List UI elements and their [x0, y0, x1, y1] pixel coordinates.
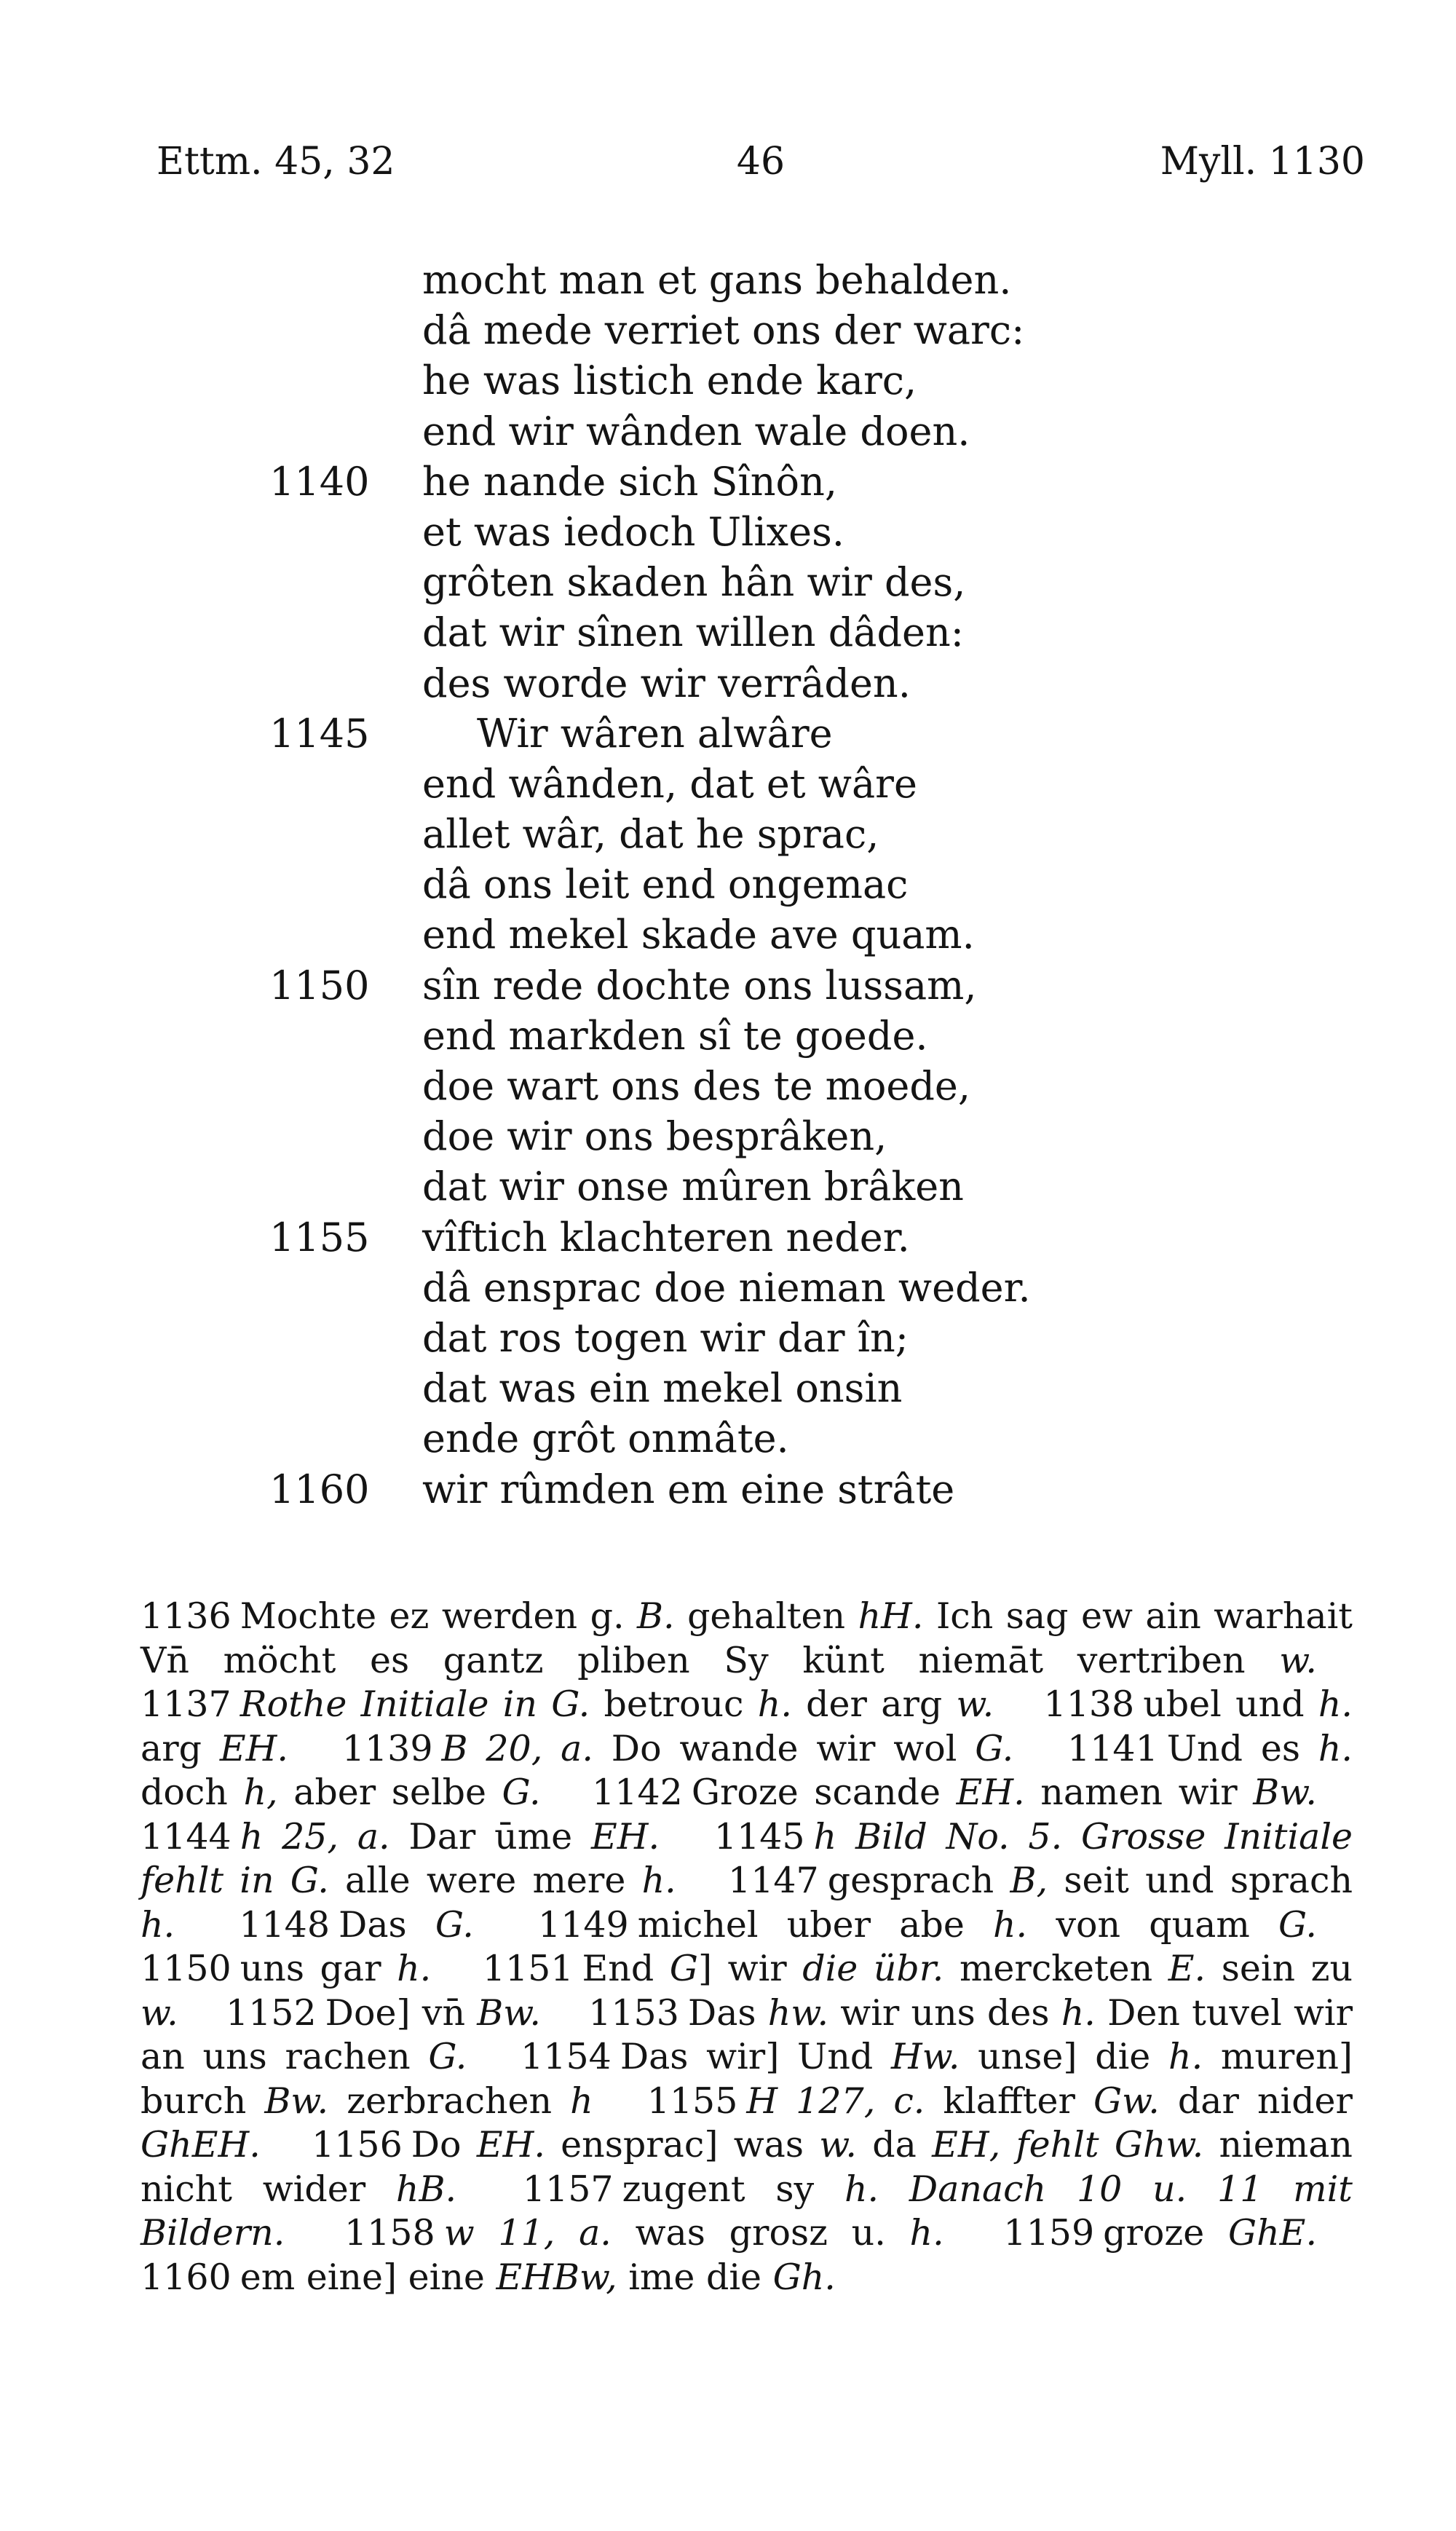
verse-line-number: 1150	[269, 962, 370, 1008]
note-text: ime die	[617, 2256, 773, 2298]
note-line-ref: 1149	[538, 1903, 629, 1946]
verse-line-text: et was iedoch Ulixes.	[422, 508, 844, 555]
note-text: em eine] eine	[240, 2256, 496, 2298]
verse-line-text: end wir wânden wale doen.	[422, 408, 970, 454]
verse-line-text: doe wir ons besprâken,	[422, 1113, 887, 1160]
note-siglum: H 127, c.	[746, 2080, 925, 2122]
note-siglum: h.	[993, 1903, 1028, 1946]
note-text: uns gar	[240, 1948, 397, 1989]
note-siglum: h.	[141, 1903, 175, 1946]
verse-line	[0, 557, 1456, 607]
note-siglum: h.	[1318, 1727, 1353, 1769]
note-siglum: h.	[1318, 1683, 1353, 1725]
note-siglum: h Bild No. 5. Grosse Initiale fehlt in G.	[141, 1815, 1353, 1901]
note-line-ref: 1138	[1043, 1683, 1135, 1725]
verse-line	[0, 809, 1456, 859]
verse-line	[0, 708, 1456, 759]
note-siglum: Hw.	[891, 2036, 960, 2077]
note-siglum: EH.	[591, 1815, 660, 1857]
verse-line-text: end mekel skade ave quam.	[422, 912, 975, 958]
note-text: michel uber abe	[637, 1903, 993, 1946]
note-siglum: w 11, a.	[443, 2212, 612, 2254]
verse-line-text: dat was ein mekel onsin	[422, 1365, 903, 1412]
note-text: alle were mere	[328, 1860, 642, 1901]
note-text: namen wir	[1024, 1772, 1254, 1813]
note-text: zugent sy	[622, 2168, 844, 2210]
note-text: ] wir	[697, 1948, 803, 1989]
note-text: Doe] vn̄	[325, 1991, 478, 2034]
note-text: unse] die	[960, 2036, 1169, 2077]
note-text	[1000, 2124, 1016, 2165]
note-text	[879, 2168, 909, 2210]
note-text: ensprac] was	[545, 2124, 820, 2165]
verse-line	[0, 507, 1456, 557]
note-line-ref: 1137	[141, 1683, 232, 1725]
note-text: arg	[141, 1727, 220, 1769]
note-siglum: Gh.	[772, 2256, 836, 2298]
note-siglum: die übr.	[802, 1948, 944, 1989]
note-line-ref: 1155	[646, 2080, 738, 2122]
note-text: groze	[1103, 2212, 1228, 2254]
verse-line-text: dâ mede verriet ons der warc:	[422, 307, 1025, 354]
note-siglum: w.	[141, 1991, 178, 2034]
note-text: gesprach	[827, 1860, 1010, 1901]
note-siglum: G.	[428, 2036, 467, 2077]
verse-line-text: end markden sî te goede.	[422, 1012, 928, 1059]
note-text: dar nider	[1159, 2080, 1353, 2122]
verse-line-text: wir rûmden em eine strâte	[422, 1466, 955, 1512]
note-text: Das	[687, 1991, 768, 2034]
note-siglum: EH.	[219, 1727, 288, 1769]
verse-line	[0, 1413, 1456, 1464]
verse-line-text: end wânden, dat et wâre	[422, 760, 917, 807]
note-siglum: Bw.	[1253, 1772, 1317, 1813]
note-text: zerbrachen	[328, 2080, 571, 2122]
verse-line-text: ende grôt onmâte.	[422, 1415, 789, 1462]
verse-line	[0, 1313, 1456, 1363]
verse-line-text: dâ ensprac doe nieman weder.	[422, 1264, 1031, 1311]
note-line-ref: 1159	[1003, 2212, 1095, 2254]
note-text: Ich sag ew ain warhait Vn̄ möcht es gantz pliben Sy künt niemāt vertriben	[141, 1595, 1353, 1681]
note-text: da	[857, 2124, 933, 2165]
verse-line-text: mocht man et gans behalden.	[422, 257, 1012, 303]
note-text: von quam	[1027, 1903, 1279, 1946]
verse-line-number: 1160	[269, 1466, 370, 1512]
note-text: Mochte ez werden g.	[240, 1595, 637, 1637]
verse-line-text: sîn rede dochte ons lussam,	[422, 962, 977, 1008]
verse-line	[0, 909, 1456, 960]
verse-line-number: 1145	[269, 710, 370, 757]
note-line-ref: 1147	[728, 1860, 819, 1901]
note-line-ref: 1154	[521, 2036, 612, 2077]
note-line-ref: 1136	[141, 1595, 232, 1637]
note-text: seit und sprach	[1048, 1860, 1353, 1901]
note-line-ref: 1152	[225, 1991, 317, 2034]
verse-line	[0, 255, 1456, 305]
critical-apparatus	[141, 1595, 1353, 2299]
note-text: End	[582, 1948, 670, 1989]
note-siglum: EH.	[476, 2124, 545, 2165]
note-siglum: w.	[819, 2124, 858, 2165]
header-right-reference: Myll. 1130	[1160, 140, 1365, 183]
verse-line-text: des worde wir verrâden.	[422, 660, 911, 706]
note-siglum: h.	[1168, 2036, 1203, 2077]
verse-line	[0, 406, 1456, 457]
note-text: Groze scande	[691, 1772, 957, 1813]
note-siglum: B.	[637, 1595, 675, 1637]
note-line-ref: 1141	[1067, 1727, 1158, 1769]
verse-line	[0, 1363, 1456, 1413]
note-line-ref: 1151	[482, 1948, 574, 1989]
note-siglum: Gw.	[1093, 2080, 1160, 2122]
note-siglum: hw.	[767, 1991, 829, 2034]
verse-line-text: dâ ons leit end ongemac	[422, 861, 909, 908]
verse-line	[0, 759, 1456, 809]
note-siglum: G.	[435, 1903, 474, 1946]
verse-line-text: dat wir sînen willen dâden:	[422, 609, 964, 656]
note-siglum: B,	[1010, 1860, 1048, 1901]
note-line-ref: 1157	[522, 2168, 614, 2210]
verse-line	[0, 1464, 1456, 1515]
verse-line-text: Wir wâren alwâre	[477, 710, 833, 757]
note-siglum: hB.	[395, 2168, 457, 2210]
note-text: doch	[141, 1772, 244, 1813]
note-siglum: h.	[757, 1683, 792, 1725]
verse-line-number: 1155	[269, 1214, 370, 1260]
note-siglum: h	[570, 2080, 593, 2122]
note-text: nieman nicht wider	[141, 2124, 1353, 2210]
verse-line	[0, 859, 1456, 909]
note-line-ref: 1148	[239, 1903, 331, 1946]
verse-line-text: doe wart ons des te moede,	[422, 1063, 971, 1109]
note-siglum: h.	[844, 2168, 879, 2210]
note-line-ref: 1142	[592, 1772, 683, 1813]
note-siglum: E.	[1168, 1948, 1206, 1989]
note-siglum: EHBw,	[496, 2256, 617, 2298]
verse-line	[0, 960, 1456, 1011]
note-text: klaffter	[925, 2080, 1093, 2122]
note-siglum: w.	[956, 1683, 994, 1725]
verse-line	[0, 1161, 1456, 1212]
verse-line-text: he was listich ende karc,	[422, 358, 917, 404]
verse-line	[0, 1061, 1456, 1111]
verse-line	[0, 355, 1456, 406]
note-line-ref: 1158	[344, 2212, 435, 2254]
note-line-ref: 1150	[141, 1948, 232, 1989]
page-header	[157, 140, 1365, 198]
note-text: Das	[339, 1903, 435, 1946]
verse-line	[0, 305, 1456, 355]
verse-line-text: vîftich klachteren neder.	[422, 1214, 910, 1260]
note-siglum: Bw.	[477, 1991, 541, 2034]
verse-line	[0, 1263, 1456, 1313]
note-text: was grosz u.	[611, 2212, 910, 2254]
verse-line-text: grôten skaden hân wir des,	[422, 559, 966, 606]
verse-line	[0, 457, 1456, 507]
note-siglum: h 25, a.	[240, 1815, 390, 1857]
verse-line-text: dat wir onse mûren brâken	[422, 1164, 964, 1210]
note-text: der arg	[791, 1683, 957, 1725]
note-siglum: EH,	[932, 2124, 1001, 2165]
note-text: sein zu	[1206, 1948, 1353, 1989]
note-line-ref: 1145	[713, 1815, 805, 1857]
note-line-ref: 1160	[141, 2256, 232, 2298]
note-siglum: h.	[909, 2212, 944, 2254]
note-text: Den tuvel wir an uns rachen	[141, 1991, 1353, 2077]
note-siglum: h.	[641, 1860, 676, 1901]
note-siglum: G	[669, 1948, 698, 1989]
verse-line	[0, 1011, 1456, 1061]
note-siglum: G.	[975, 1727, 1014, 1769]
note-text: Und es	[1166, 1727, 1318, 1769]
verse-line-text: he nande sich Sînôn,	[422, 458, 838, 505]
verse-line	[0, 1111, 1456, 1161]
note-text: aber selbe	[277, 1772, 502, 1813]
note-siglum: h.	[397, 1948, 432, 1989]
note-siglum: GhEH.	[141, 2124, 261, 2165]
note-text: Do	[411, 2124, 477, 2165]
note-siglum: w.	[1279, 1639, 1317, 1681]
note-siglum: B 20, a.	[441, 1727, 593, 1769]
verse-line-text: dat ros togen wir dar în;	[422, 1314, 909, 1361]
notes-paragraph	[141, 1595, 1353, 2299]
note-line-ref: 1156	[312, 2124, 403, 2165]
note-siglum: h,	[243, 1772, 278, 1813]
note-text: muren] burch	[141, 2036, 1353, 2122]
note-line-ref: 1144	[141, 1815, 232, 1857]
note-text: Dar ūme	[389, 1815, 591, 1857]
note-text: ubel und	[1143, 1683, 1318, 1725]
verse-line	[0, 658, 1456, 708]
page-number: 46	[736, 140, 786, 183]
note-siglum: hH.	[858, 1595, 924, 1637]
note-text: betrouc	[590, 1683, 758, 1725]
note-siglum: h.	[1061, 1991, 1096, 2034]
verse-line-number: 1140	[269, 458, 370, 505]
note-text: gehalten	[674, 1595, 858, 1637]
note-siglum: GhE.	[1227, 2212, 1318, 2254]
note-siglum: Bw.	[264, 2080, 329, 2122]
note-siglum: Danach 10 u. 11 mit Bildern.	[141, 2168, 1353, 2254]
note-text: Do wande wir wol	[593, 1727, 976, 1769]
note-siglum: G.	[1278, 1903, 1317, 1946]
verse-line	[0, 1212, 1456, 1263]
note-siglum: EH.	[956, 1772, 1025, 1813]
note-text: wir uns des	[828, 1991, 1061, 2034]
note-line-ref: 1139	[341, 1727, 433, 1769]
note-siglum: G.	[502, 1772, 541, 1813]
verse-line-text: allet wâr, dat he sprac,	[422, 811, 879, 858]
poem-text	[0, 255, 1456, 1515]
note-text: mercketen	[943, 1948, 1168, 1989]
header-left-reference: Ettm. 45, 32	[157, 140, 395, 183]
note-text: Das wir] Und	[620, 2036, 891, 2077]
note-line-ref: 1153	[588, 1991, 679, 2034]
note-siglum: fehlt Ghw.	[1016, 2124, 1204, 2165]
verse-line	[0, 607, 1456, 658]
note-siglum: Rothe Initiale in G.	[240, 1683, 590, 1725]
